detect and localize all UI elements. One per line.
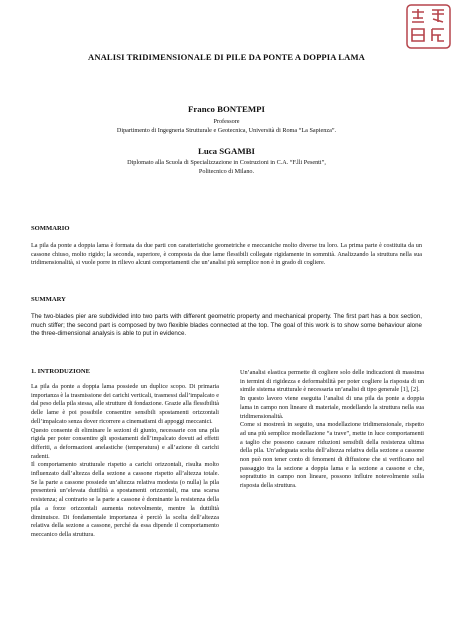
summary-heading: SUMMARY bbox=[31, 296, 66, 303]
summary-text: The two-blades pier are subdivided into two parts with different geometric property and mechanical property. The first part has a box section, much stiffer; the second part is composed by two flexible blades connected at the top. The goal of this work is to show some behaviour alone the three-dimensional analysis is able to put in evidence. bbox=[31, 313, 422, 338]
publisher-logo bbox=[406, 4, 451, 49]
author-name-2: Luca SGAMBI bbox=[198, 146, 255, 156]
intro-left-column bbox=[31, 383, 219, 540]
intro-right-paragraph: Un’analisi elastica permette di cogliere solo delle indicazioni di massima in termini di rigidezza e deformabilità per poter cogliere la risposta di un simile sistema strutturale è necessaria un’analisi di tipo generale [1], [2]. bbox=[240, 369, 424, 394]
author-affiliation-1-line-1: Professore bbox=[213, 118, 240, 125]
intro-right-paragraph: In questo lavoro viene eseguita l’analisi di una pila da ponte a doppia lama in campo non lineare di materiale, modellando la struttura nella sua tridimensionalità. bbox=[240, 395, 424, 420]
intro-left-paragraph: La pila da ponte a doppia lama possiede un duplice scopo. Di primaria importanza è la trasmissione dei carichi verticali, trasmessi dall’impalcato e dal peso della pila stessa, alle strutture di fondazione. Grazie alla flessibilità delle lame è poi possibile consentire sensibili spostamenti orizzontali dell’impalcato senza dover ricorrere a cinematismi di appoggi meccanici. bbox=[31, 383, 219, 425]
author-affiliation-1-line-2: Dipartimento di Ingegneria Strutturale e Geotecnica, Università di Roma “La Sapienza”. bbox=[116, 127, 337, 134]
intro-right-column bbox=[240, 369, 424, 491]
intro-left-paragraph: Questo consente di eliminare le sezioni di giunto, necessarie con una pila rigida per poter consentire gli spostamenti dell’impalcato dovuti ad effetti differiti, a deformazioni anelastiche (temperatura) e all’azione di carichi radenti. bbox=[31, 426, 219, 460]
sommario-text: La pila da ponte a doppia lama è formata da due parti con caratteristiche geometriche e meccaniche molto diverse tra loro. La prima parte è costituita da un cassone chiuso, molto rigido; la seconda, superiore, è composta da due lame flessibili collegate rigidamente in sommità. Analizzando la struttura nella sua tridimensionalità, si vuole porre in rilievo alcuni comportamenti che un’analisi più semplice non è in grado di cogliere. bbox=[31, 242, 422, 267]
sommario-heading: SOMMARIO bbox=[31, 225, 70, 232]
introduzione-heading: 1. INTRODUZIONE bbox=[31, 368, 90, 375]
author-affiliation-2-line-1: Diplomato alla Scuola di Specializzazione in Costruzioni in C.A. “F.lli Pesenti”, bbox=[127, 159, 326, 166]
intro-left-paragraph: Il comportamento strutturale rispetto a carichi orizzontali, risulta molto influenzato dall’altezza della sezione a cassone rispetto all’altezza totale. Se la parte a cassone possiede un’altezza relativa modesta (o nulla) la pila presenterà un’elevata duttilità a spostamenti orizzontali, ma una scarsa resistenza; al contrario se la parte a cassone è dominante la resistenza della pila a forze orizzontali aumenta notevolmente, mentre la duttilità diminuisce. Di fondamentale importanza è perciò la scelta dell’altezza relativa della sezione a cassone, perché da essa dipende il comportamento meccanico della struttura. bbox=[31, 461, 219, 538]
paper-title: ANALISI TRIDIMENSIONALE DI PILE DA PONTE A DOPPIA LAMA bbox=[88, 52, 365, 62]
author-name-1: Franco BONTEMPI bbox=[188, 104, 265, 114]
intro-right-paragraph: Come si mostrerà in seguito, una modellazione tridimensionale, rispetto ad una più semplice modellazione “a trave”, mette in luce comportamenti a taglio che possono causare riduzioni sensibili della resistenza ultima della pila. Un’adeguata scelta dell’altezza relativa della sezione a cassone non può non tener conto di fenomeni di diffusione che si verificano nel passaggio tra la sezione a doppia lama e la sezione a cassone e che, soprattutto in campo non lineare, possono influire notevolmente sulla risposta della struttura. bbox=[240, 421, 424, 490]
author-affiliation-2-line-2: Politecnico di Milano. bbox=[198, 168, 255, 175]
